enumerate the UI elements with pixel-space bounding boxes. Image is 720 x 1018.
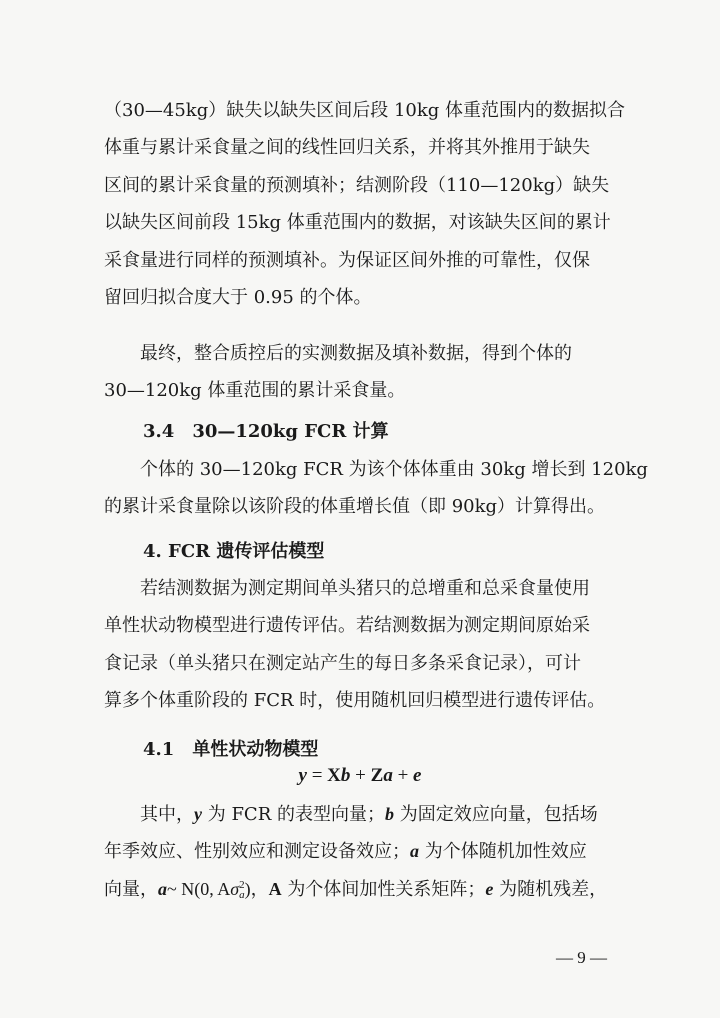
formula-e: e bbox=[413, 765, 422, 786]
text-line: 留回归拟合度大于 0.95 的个体。 bbox=[104, 287, 372, 309]
math-symbol: σ bbox=[230, 878, 240, 899]
text-segment: 为随机残差， bbox=[493, 878, 608, 900]
text-line bbox=[104, 833, 616, 870]
math-symbol: y bbox=[194, 804, 202, 824]
text-line: 算多个体重阶段的 FCR 时，使用随机回归模型进行遗传评估。 bbox=[104, 690, 606, 712]
text-line bbox=[104, 871, 616, 908]
section-heading-3-4: 3.4 30—120kg FCR 计算 bbox=[143, 421, 389, 442]
text-line: 30—120kg 体重范围的累计采食量。 bbox=[104, 380, 406, 402]
text-line: 食记录（单头猪只在测定站产生的每日多条采食记录），可计 bbox=[104, 652, 581, 674]
text-line: （30—45kg）缺失以缺失区间后段 10kg 体重范围内的数据拟合 bbox=[104, 100, 626, 121]
math-symbol: e bbox=[485, 878, 494, 899]
model-equation bbox=[0, 765, 720, 787]
formula-y: y bbox=[298, 765, 307, 786]
math-symbol: N(0, A bbox=[181, 878, 231, 899]
superscript: 2 bbox=[239, 878, 245, 891]
text-segment: 为 FCR 的表型向量； bbox=[202, 804, 385, 825]
page-number: — 9 — bbox=[556, 948, 607, 967]
paragraph-model-terms bbox=[104, 796, 616, 908]
text-line: 个体的 30—120kg FCR 为该个体体重由 30kg 增长到 120kg bbox=[140, 459, 648, 480]
formula-equals: = bbox=[306, 765, 328, 786]
text-line: 的累计采食量除以该阶段的体重增长值（即 90kg）计算得出。 bbox=[104, 496, 606, 518]
formula-plus: + bbox=[350, 765, 371, 786]
math-symbol: ~ bbox=[167, 878, 182, 899]
math-symbol: b bbox=[384, 804, 394, 824]
text-line: 单性状动物模型进行遗传评估。若结测数据为测定期间原始采 bbox=[104, 615, 590, 637]
formula-b: b bbox=[340, 765, 351, 786]
formula-a: a bbox=[383, 765, 393, 786]
math-symbol: a bbox=[158, 878, 167, 899]
section-heading-4-1: 4.1 单性状动物模型 bbox=[143, 739, 319, 760]
text-segment: 年季效应、性别效应和测定设备效应； bbox=[104, 841, 410, 863]
paragraph-fcr-calculation bbox=[104, 451, 648, 526]
paragraph-missing-interval-fill bbox=[104, 92, 626, 316]
text-line bbox=[104, 796, 616, 833]
text-segment: 其中， bbox=[140, 804, 194, 825]
text-line: 若结测数据为测定期间单头猪只的总增重和总采食量使用 bbox=[140, 578, 590, 599]
formula-Z: Z bbox=[370, 765, 384, 786]
math-symbol: a bbox=[410, 841, 419, 862]
section-heading-4: 4. FCR 遗传评估模型 bbox=[143, 541, 325, 562]
text-segment: 为固定效应向量，包括场 bbox=[393, 804, 598, 825]
text-line: 最终，整合质控后的实测数据及填补数据，得到个体的 bbox=[140, 343, 572, 364]
paragraph-genetic-evaluation bbox=[104, 570, 616, 720]
text-segment: 为个体间加性关系矩阵； bbox=[281, 878, 486, 900]
text-segment: 为个体随机加性效应 bbox=[419, 841, 587, 863]
math-symbol: )， bbox=[244, 878, 269, 899]
text-line: 体重与累计采食量之间的线性回归关系，并将其外推用于缺失 bbox=[104, 137, 590, 159]
math-symbol: A bbox=[268, 878, 282, 899]
subscript: a bbox=[239, 888, 245, 901]
paragraph-final-integration bbox=[104, 335, 616, 410]
text-segment: 向量， bbox=[104, 878, 158, 900]
text-line: 采食量进行同样的预测填补。为保证区间外推的可靠性，仅保 bbox=[104, 249, 590, 271]
text-line: 以缺失区间前段 15kg 体重范围内的数据，对该缺失区间的累计 bbox=[104, 212, 611, 234]
text-line: 区间的累计采食量的预测填补；结测阶段（110—120kg）缺失 bbox=[104, 174, 610, 196]
formula-plus: + bbox=[392, 765, 414, 786]
formula-X: X bbox=[327, 765, 341, 786]
